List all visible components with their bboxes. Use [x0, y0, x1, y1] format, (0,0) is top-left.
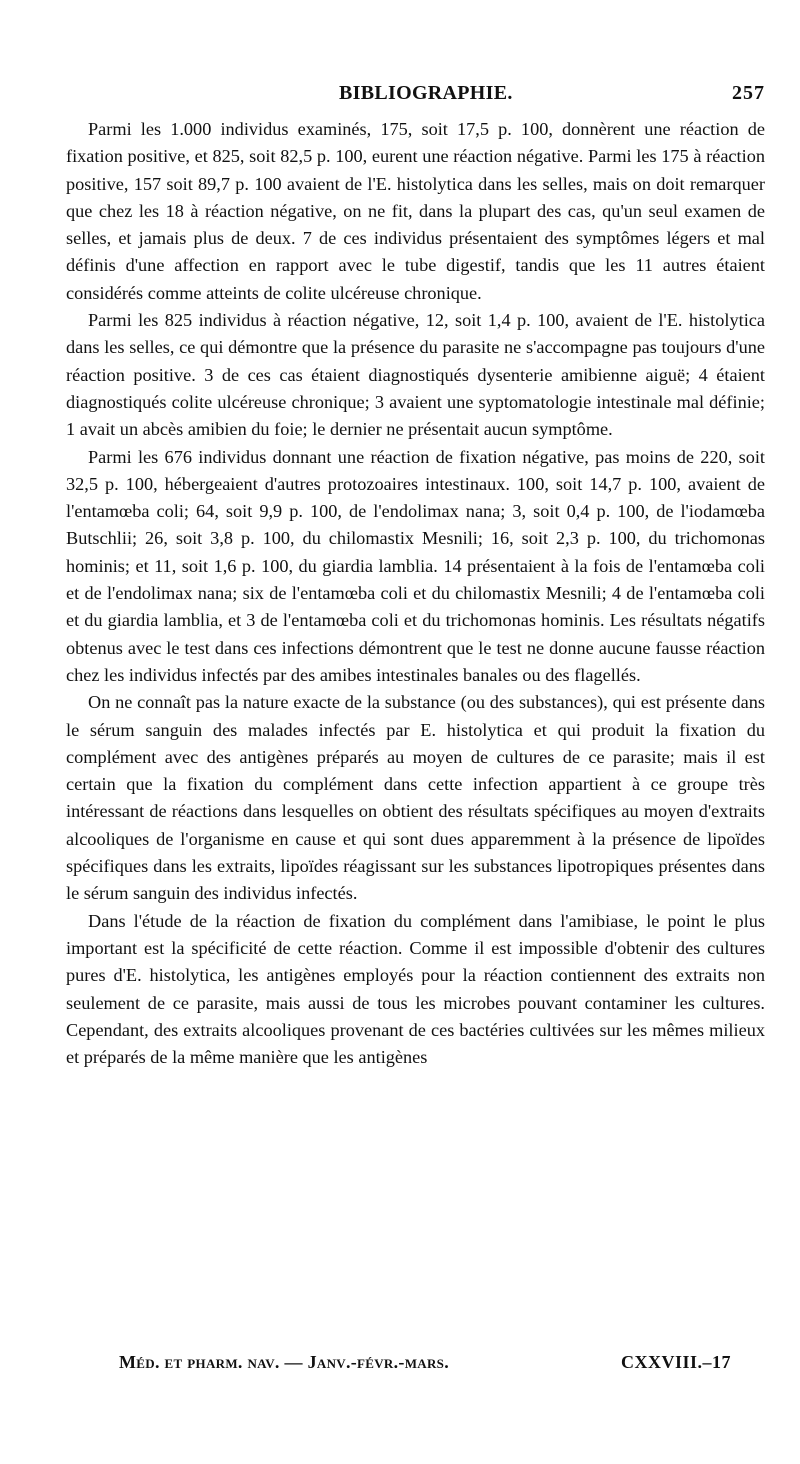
book-page [66, 82, 765, 1071]
page-number: 257 [732, 82, 765, 104]
running-title: BIBLIOGRAPHIE. [339, 82, 513, 104]
paragraph: Dans l'étude de la réaction de fixation du complément dans l'amibiase, le point le plus important est la spécificité de cette réaction. Comme il est impossible d'obtenir des cultures pures d'E. histolytica, les antigènes employés pour la réaction contiennent des extraits non seulement de ce parasite, mais aussi de tous les microbes pouvant contaminer les cultures. Cependant, des extraits alcooliques provenant de ces bactéries cultivées sur les mêmes milieux et préparés de la même manière que les antigènes [66, 910, 765, 1068]
paragraph: Parmi les 1.000 individus examinés, 175, soit 17,5 p. 100, donnèrent une réaction de fixation positive, et 825, soit 82,5 p. 100, eurent une réaction négative. Parmi les 175 à réaction positive, 157 soit 89,7 p. 100 avaient de l'E. histolytica dans les selles, mais on doit remarquer que chez les 18 à réaction négative, on ne fit, dans la plupart des cas, qu'un seul examen de selles, et jamais plus de deux. 7 de ces individus présentaient des symptômes légers et mal définis d'une affection en rapport avec le tube digestif, tandis que les 11 autres étaient considérés comme atteints de colite ulcéreuse chronique. [66, 119, 765, 303]
page-footer [119, 1352, 731, 1373]
paragraph: Parmi les 676 individus donnant une réaction de fixation négative, pas moins de 220, soit 32,5 p. 100, hébergeaient d'autres protozoaires intestinaux. 100, soit 14,7 p. 100, avaient de l'entamœba coli; 64, soit 9,9 p. 100, de l'endolimax nana; 3, soit 0,4 p. 100, de l'iodamœba Butschlii; 26, soit 3,8 p. 100, du chilomastix Mesnili; 16, soit 2,3 p. 100, du trichomonas hominis; et 11, soit 1,6 p. 100, du giardia lamblia. 14 présentaient à la fois de l'entamœba coli et de l'endolimax nana; six de l'entamœba coli et du chilomastix Mesnili; 4 de l'entamœba coli et du giardia lamblia, et 3 de l'entamœba coli et du trichomonas hominis. Les résultats négatifs obtenus avec le test dans ces infections démontrent que le test ne donne aucune fausse réaction chez les individus infectés par des amibes intestinales banales ou des flagellés. [66, 446, 765, 685]
printer-signature: CXXVIII.–17 [620, 1352, 731, 1372]
page-header [66, 82, 765, 116]
journal-citation: Méd. et pharm. nav. — Janv.-févr.-mars. [119, 1352, 449, 1372]
paragraph: Parmi les 825 individus à réaction négative, 12, soit 1,4 p. 100, avaient de l'E. histolytica dans les selles, ce qui démontre que la présence du parasite ne s'accompagne pas toujours d'une réaction positive. 3 de ces cas étaient diagnostiqués dysenterie amibienne aiguë; 4 étaient diagnostiqués colite ulcéreuse chronique; 3 avaient une syptomatologie intestinale mal définie; 1 avait un abcès amibien du foie; le dernier ne présentait aucun symptôme. [66, 310, 765, 440]
body-text [66, 116, 765, 1071]
paragraph: On ne connaît pas la nature exacte de la substance (ou des substances), qui est présente dans le sérum sanguin des malades infectés par E. histolytica et qui produit la fixation du complément avec des antigènes préparés au moyen de cultures de ce parasite; mais il est certain que la fixation du complément dans cette infection appartient à ce groupe très intéressant de réactions dans lesquelles on obtient des résultats spécifiques au moyen d'extraits alcooliques de l'organisme en cause et qui sont dues apparemment à la présence de lipoïdes spécifiques dans les extraits, lipoïdes réagissant sur les substances lipotropiques présentes dans le sérum sanguin des individus infectés. [66, 692, 765, 904]
